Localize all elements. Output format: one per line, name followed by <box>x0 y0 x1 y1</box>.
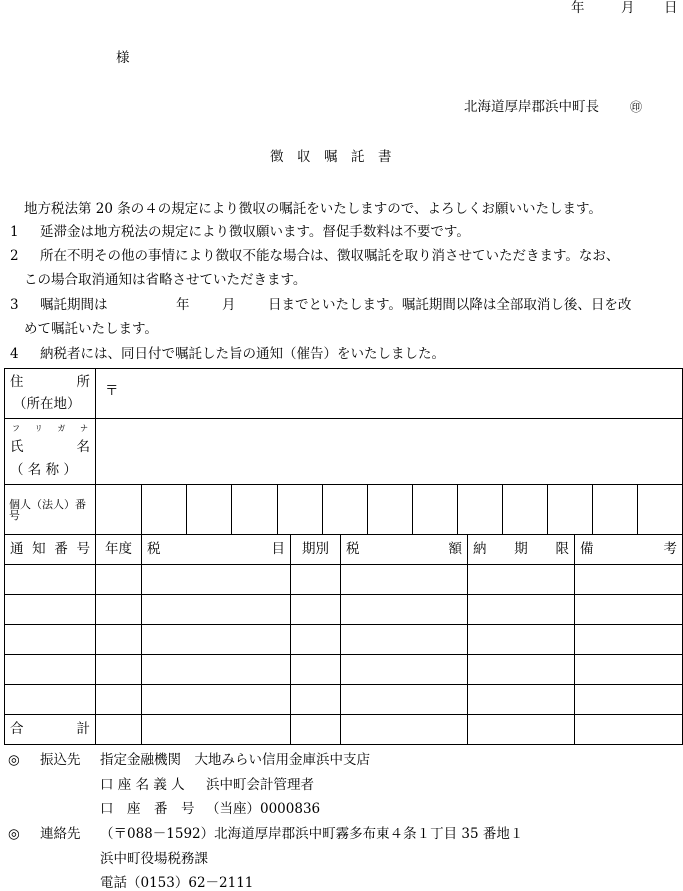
header-due-2: 期 <box>514 540 528 557</box>
header-tax-item <box>142 535 291 565</box>
name-label-a: 氏 <box>10 439 24 455</box>
cell-tax-amount[interactable] <box>341 565 468 595</box>
postal-mark: 〒 <box>105 383 119 399</box>
header-tax-amount <box>341 535 468 565</box>
address-label-sub: （所在地） <box>13 395 81 412</box>
total-year <box>96 715 142 745</box>
cell-period[interactable] <box>291 685 341 715</box>
cell-notice-no[interactable] <box>5 655 96 685</box>
total-label-1: 合 <box>10 720 24 737</box>
cell-year[interactable] <box>96 685 142 715</box>
header-notice-no-3: 番 <box>54 540 68 557</box>
account-no-label: 口 座 番 号 <box>100 801 195 817</box>
bank-label: 振込先 <box>40 752 81 768</box>
bank-bullet: ◎ <box>8 752 20 768</box>
contact-bullet: ◎ <box>8 826 20 842</box>
taxpayer-table <box>4 368 683 535</box>
furigana-2: リ <box>34 424 43 433</box>
document-title: 徴 収 嘱 託 書 <box>270 149 392 165</box>
header-year: 年度 <box>96 535 142 565</box>
id-digit-4[interactable] <box>232 485 278 535</box>
id-digit-3[interactable] <box>187 485 232 535</box>
address-label-b: 所 <box>76 374 90 390</box>
table-row <box>5 595 683 625</box>
item-3-text: 日までといたします。嘱託期間以降は全部取消し後、日を改 <box>268 297 632 313</box>
cell-remarks[interactable] <box>575 565 683 595</box>
table-row <box>5 625 683 655</box>
total-row <box>5 715 683 745</box>
tax-detail-table <box>4 534 683 745</box>
header-due-1: 納 <box>473 540 487 557</box>
furigana-1: フ <box>12 424 20 433</box>
header-notice-no-4: 号 <box>76 540 90 557</box>
cell-tax-amount[interactable] <box>341 595 468 625</box>
contact-phone: 電話（0153）62－2111 <box>100 875 254 891</box>
item-3-label: 嘱託期間は <box>40 297 108 313</box>
cell-remarks[interactable] <box>575 655 683 685</box>
id-digit-7[interactable] <box>368 485 413 535</box>
cell-year[interactable] <box>96 655 142 685</box>
cell-tax-amount[interactable] <box>341 655 468 685</box>
contact-address: （〒088－1592）北海道厚岸郡浜中町霧多布東４条１丁目 35 番地１ <box>100 826 524 842</box>
id-label: 個人（法人）番号 <box>9 497 86 522</box>
cell-due[interactable] <box>468 655 575 685</box>
cell-year[interactable] <box>96 625 142 655</box>
item-3-number: 3 <box>10 297 19 313</box>
cell-tax-amount[interactable] <box>341 685 468 715</box>
item-3-month: 月 <box>222 297 236 313</box>
item-4-number: 4 <box>10 346 19 362</box>
header-due-3: 限 <box>555 540 569 557</box>
id-digit-13[interactable] <box>638 485 683 535</box>
contact-dept: 浜中町役場税務課 <box>100 851 208 867</box>
total-label-cell <box>5 715 96 745</box>
date-month: 月 <box>621 0 635 16</box>
furigana-4: ナ <box>79 424 88 433</box>
id-digit-8[interactable] <box>413 485 458 535</box>
name-label-sub: （ 名 称 ） <box>10 461 77 478</box>
item-3-year: 年 <box>176 297 190 313</box>
cell-period[interactable] <box>291 565 341 595</box>
address-label-cell <box>5 369 96 419</box>
addressee-suffix: 様 <box>116 50 130 66</box>
cell-tax-item[interactable] <box>142 625 291 655</box>
cell-tax-item[interactable] <box>142 565 291 595</box>
cell-period[interactable] <box>291 595 341 625</box>
cell-year[interactable] <box>96 565 142 595</box>
header-tax-amount-2: 額 <box>448 540 462 557</box>
total-label-2: 計 <box>76 720 90 737</box>
id-digit-5[interactable] <box>278 485 323 535</box>
header-tax-item-1: 税 <box>147 540 161 557</box>
id-label-cell <box>5 485 96 535</box>
item-2-text: 所在不明その他の事情により徴収不能な場合は、徴収嘱託を取り消させていただきます。なお、 <box>40 248 620 264</box>
account-no: （当座）0000836 <box>206 801 321 817</box>
id-digit-6[interactable] <box>323 485 368 535</box>
header-notice-no <box>5 535 96 565</box>
cell-remarks[interactable] <box>575 685 683 715</box>
total-remarks <box>575 715 683 745</box>
item-2-number: 2 <box>10 248 19 264</box>
cell-tax-item[interactable] <box>142 655 291 685</box>
cell-due[interactable] <box>468 625 575 655</box>
cell-tax-item[interactable] <box>142 595 291 625</box>
id-digit-10[interactable] <box>503 485 548 535</box>
item-1-number: 1 <box>10 224 19 240</box>
name-label-b: 名 <box>76 439 90 455</box>
total-period <box>291 715 341 745</box>
name-value-cell[interactable] <box>96 419 683 485</box>
table-row <box>5 655 683 685</box>
header-tax-amount-1: 税 <box>346 540 360 557</box>
id-digit-11[interactable] <box>548 485 593 535</box>
cell-tax-item[interactable] <box>142 685 291 715</box>
date-day: 日 <box>664 0 678 16</box>
cell-tax-amount[interactable] <box>341 625 468 655</box>
cell-notice-no[interactable] <box>5 565 96 595</box>
item-2-text-cont: この場合取消通知は省略させていただきます。 <box>24 272 307 288</box>
cell-notice-no[interactable] <box>5 625 96 655</box>
item-4-text: 納税者には、同日付で嘱託した旨の通知（催告）をいたしました。 <box>40 346 445 362</box>
address-label-a: 住 <box>10 374 24 390</box>
cell-remarks[interactable] <box>575 595 683 625</box>
header-notice-no-2: 知 <box>32 540 46 557</box>
furigana-3: ガ <box>57 424 66 433</box>
id-digit-2[interactable] <box>142 485 187 535</box>
id-digit-12[interactable] <box>593 485 638 535</box>
cell-due[interactable] <box>468 685 575 715</box>
header-notice-no-1: 通 <box>10 540 24 557</box>
header-period: 期別 <box>291 535 341 565</box>
seal-mark: ㊞ <box>630 100 643 114</box>
header-remarks-1: 備 <box>580 540 594 557</box>
name-label-cell <box>5 419 96 485</box>
header-remarks-2: 考 <box>663 540 677 557</box>
cell-notice-no[interactable] <box>5 595 96 625</box>
cell-notice-no[interactable] <box>5 685 96 715</box>
item-1-text: 延滞金は地方税法の規定により徴収願います。督促手数料は不要です。 <box>40 224 470 240</box>
account-holder-label: 口 座 名 義 人 <box>100 777 185 793</box>
item-3-text-cont: めて嘱託いたします。 <box>24 321 158 337</box>
total-tax-item <box>142 715 291 745</box>
cell-period[interactable] <box>291 625 341 655</box>
cell-due[interactable] <box>468 595 575 625</box>
total-due <box>468 715 575 745</box>
id-digit-1[interactable] <box>96 485 142 535</box>
intro-text: 地方税法第 20 条の４の規定により徴収の嘱託をいたしますので、よろしくお願いいたします。 <box>24 201 602 217</box>
issuer-name: 北海道厚岸郡浜中町長 <box>464 99 599 115</box>
contact-label: 連絡先 <box>40 826 81 842</box>
address-value-cell[interactable] <box>96 369 683 419</box>
total-tax-amount[interactable] <box>341 715 468 745</box>
cell-period[interactable] <box>291 655 341 685</box>
date-year: 年 <box>571 0 585 16</box>
header-due <box>468 535 575 565</box>
cell-due[interactable] <box>468 565 575 595</box>
account-holder: 浜中町会計管理者 <box>206 777 314 793</box>
cell-remarks[interactable] <box>575 625 683 655</box>
table-row <box>5 565 683 595</box>
id-digit-9[interactable] <box>458 485 503 535</box>
table-row <box>5 685 683 715</box>
header-remarks <box>575 535 683 565</box>
header-tax-item-2: 目 <box>271 540 285 557</box>
furigana-label <box>5 419 95 433</box>
cell-year[interactable] <box>96 595 142 625</box>
bank-name: 指定金融機関 大地みらい信用金庫浜中支店 <box>100 752 370 768</box>
